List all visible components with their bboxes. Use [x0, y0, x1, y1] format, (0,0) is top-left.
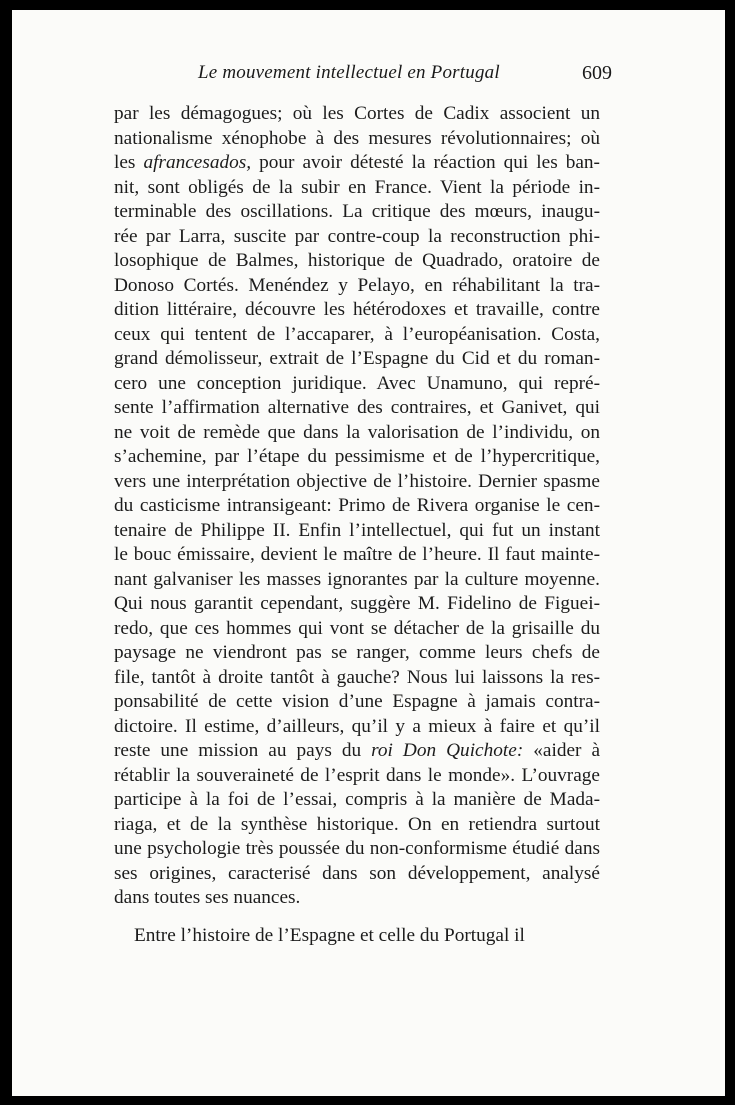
text-line: vers une interprétation objective de l’histoire. Dernier spasme	[114, 470, 600, 492]
text-line: dans toutes ses nuances.	[114, 887, 301, 908]
text-line: cero une conception juridique. Avec Unamuno, qui repré-	[114, 372, 600, 394]
text-line: nit, sont obligés de la subir en France. Vient la période in-	[114, 176, 600, 198]
text-line: participe à la foi de l’essai, compris à la manière de Mada-	[114, 789, 600, 810]
text-line: riaga, et de la synthèse historique. On en retiendra surtout	[114, 813, 600, 835]
text-line: ponsabilité de cette vision d’une Espagne à jamais contra-	[114, 691, 600, 712]
text-line: nant galvaniser les masses ignorantes par la culture moyenne.	[114, 568, 600, 590]
page-number: 609	[582, 62, 612, 84]
text-line: rétablir la souveraineté de l’esprit dans le monde». L’ouvrage	[114, 764, 600, 786]
text-line: nationalisme xénophobe à des mesures révolutionnaires; où	[114, 127, 600, 149]
text-line: dition littéraire, découvre les hétérodoxes et travaille, contre	[114, 299, 600, 320]
text-line: paysage ne viendront pas se ranger, comme leurs chefs de	[114, 642, 600, 663]
text-line: Qui nous garantit cependant, suggère M. Fidelino de Figuei-	[114, 593, 600, 614]
text-line: ne voit de remède que dans la valorisation de l’individu, on	[114, 421, 600, 443]
text-line: les afrancesados, pour avoir détesté la réaction qui les ban-	[114, 152, 600, 173]
running-title: Le mouvement intellectuel en Portugal	[198, 62, 500, 83]
paragraph	[114, 102, 600, 911]
text-line: Entre l’histoire de l’Espagne et celle du Portugal il	[134, 924, 525, 946]
text-line: reste une mission au pays du roi Don Quichote: «aider à	[114, 740, 601, 761]
text-line: une psychologie très poussée du non-conformisme étudié dans	[114, 838, 600, 859]
text-line: sente l’affirmation alternative des contraires, et Ganivet, qui	[114, 397, 600, 418]
book-page	[12, 10, 725, 1096]
text-line: le bouc émissaire, devient le maître de l’heure. Il faut mainte-	[114, 544, 600, 565]
running-header	[198, 62, 612, 84]
text-line: terminable des oscillations. La critique des mœurs, inaugu-	[114, 201, 600, 222]
paragraph	[114, 924, 600, 949]
text-line: ses origines, caracterisé dans son développement, analysé	[114, 862, 600, 884]
text-line: grand démolisseur, extrait de l’Espagne du Cid et du roman-	[114, 348, 600, 369]
text-line: tenaire de Philippe II. Enfin l’intellectuel, qui fut un instant	[114, 519, 600, 541]
text-line: s’achemine, par l’étape du pessimisme et de l’hypercritique,	[114, 446, 600, 467]
text-line: rée par Larra, suscite par contre-coup la reconstruction phi-	[114, 225, 600, 247]
text-line: redo, que ces hommes qui vont se détacher de la grisaille du	[114, 617, 600, 639]
text-line: Donoso Cortés. Menéndez y Pelayo, en réhabilitant la tra-	[114, 274, 600, 296]
text-line: du casticisme intransigeant: Primo de Rivera organise le cen-	[114, 495, 600, 516]
text-line: ceux qui tentent de l’accaparer, à l’européanisation. Costa,	[114, 323, 600, 345]
text-line: losophique de Balmes, historique de Quadrado, oratoire de	[114, 250, 600, 271]
text-line: file, tantôt à droite tantôt à gauche? Nous lui laissons la res-	[114, 666, 600, 688]
body-text	[114, 102, 600, 948]
text-line: dictoire. Il estime, d’ailleurs, qu’il y a mieux à faire et qu’il	[114, 715, 600, 737]
text-line: par les démagogues; où les Cortes de Cadix associent un	[114, 103, 600, 124]
